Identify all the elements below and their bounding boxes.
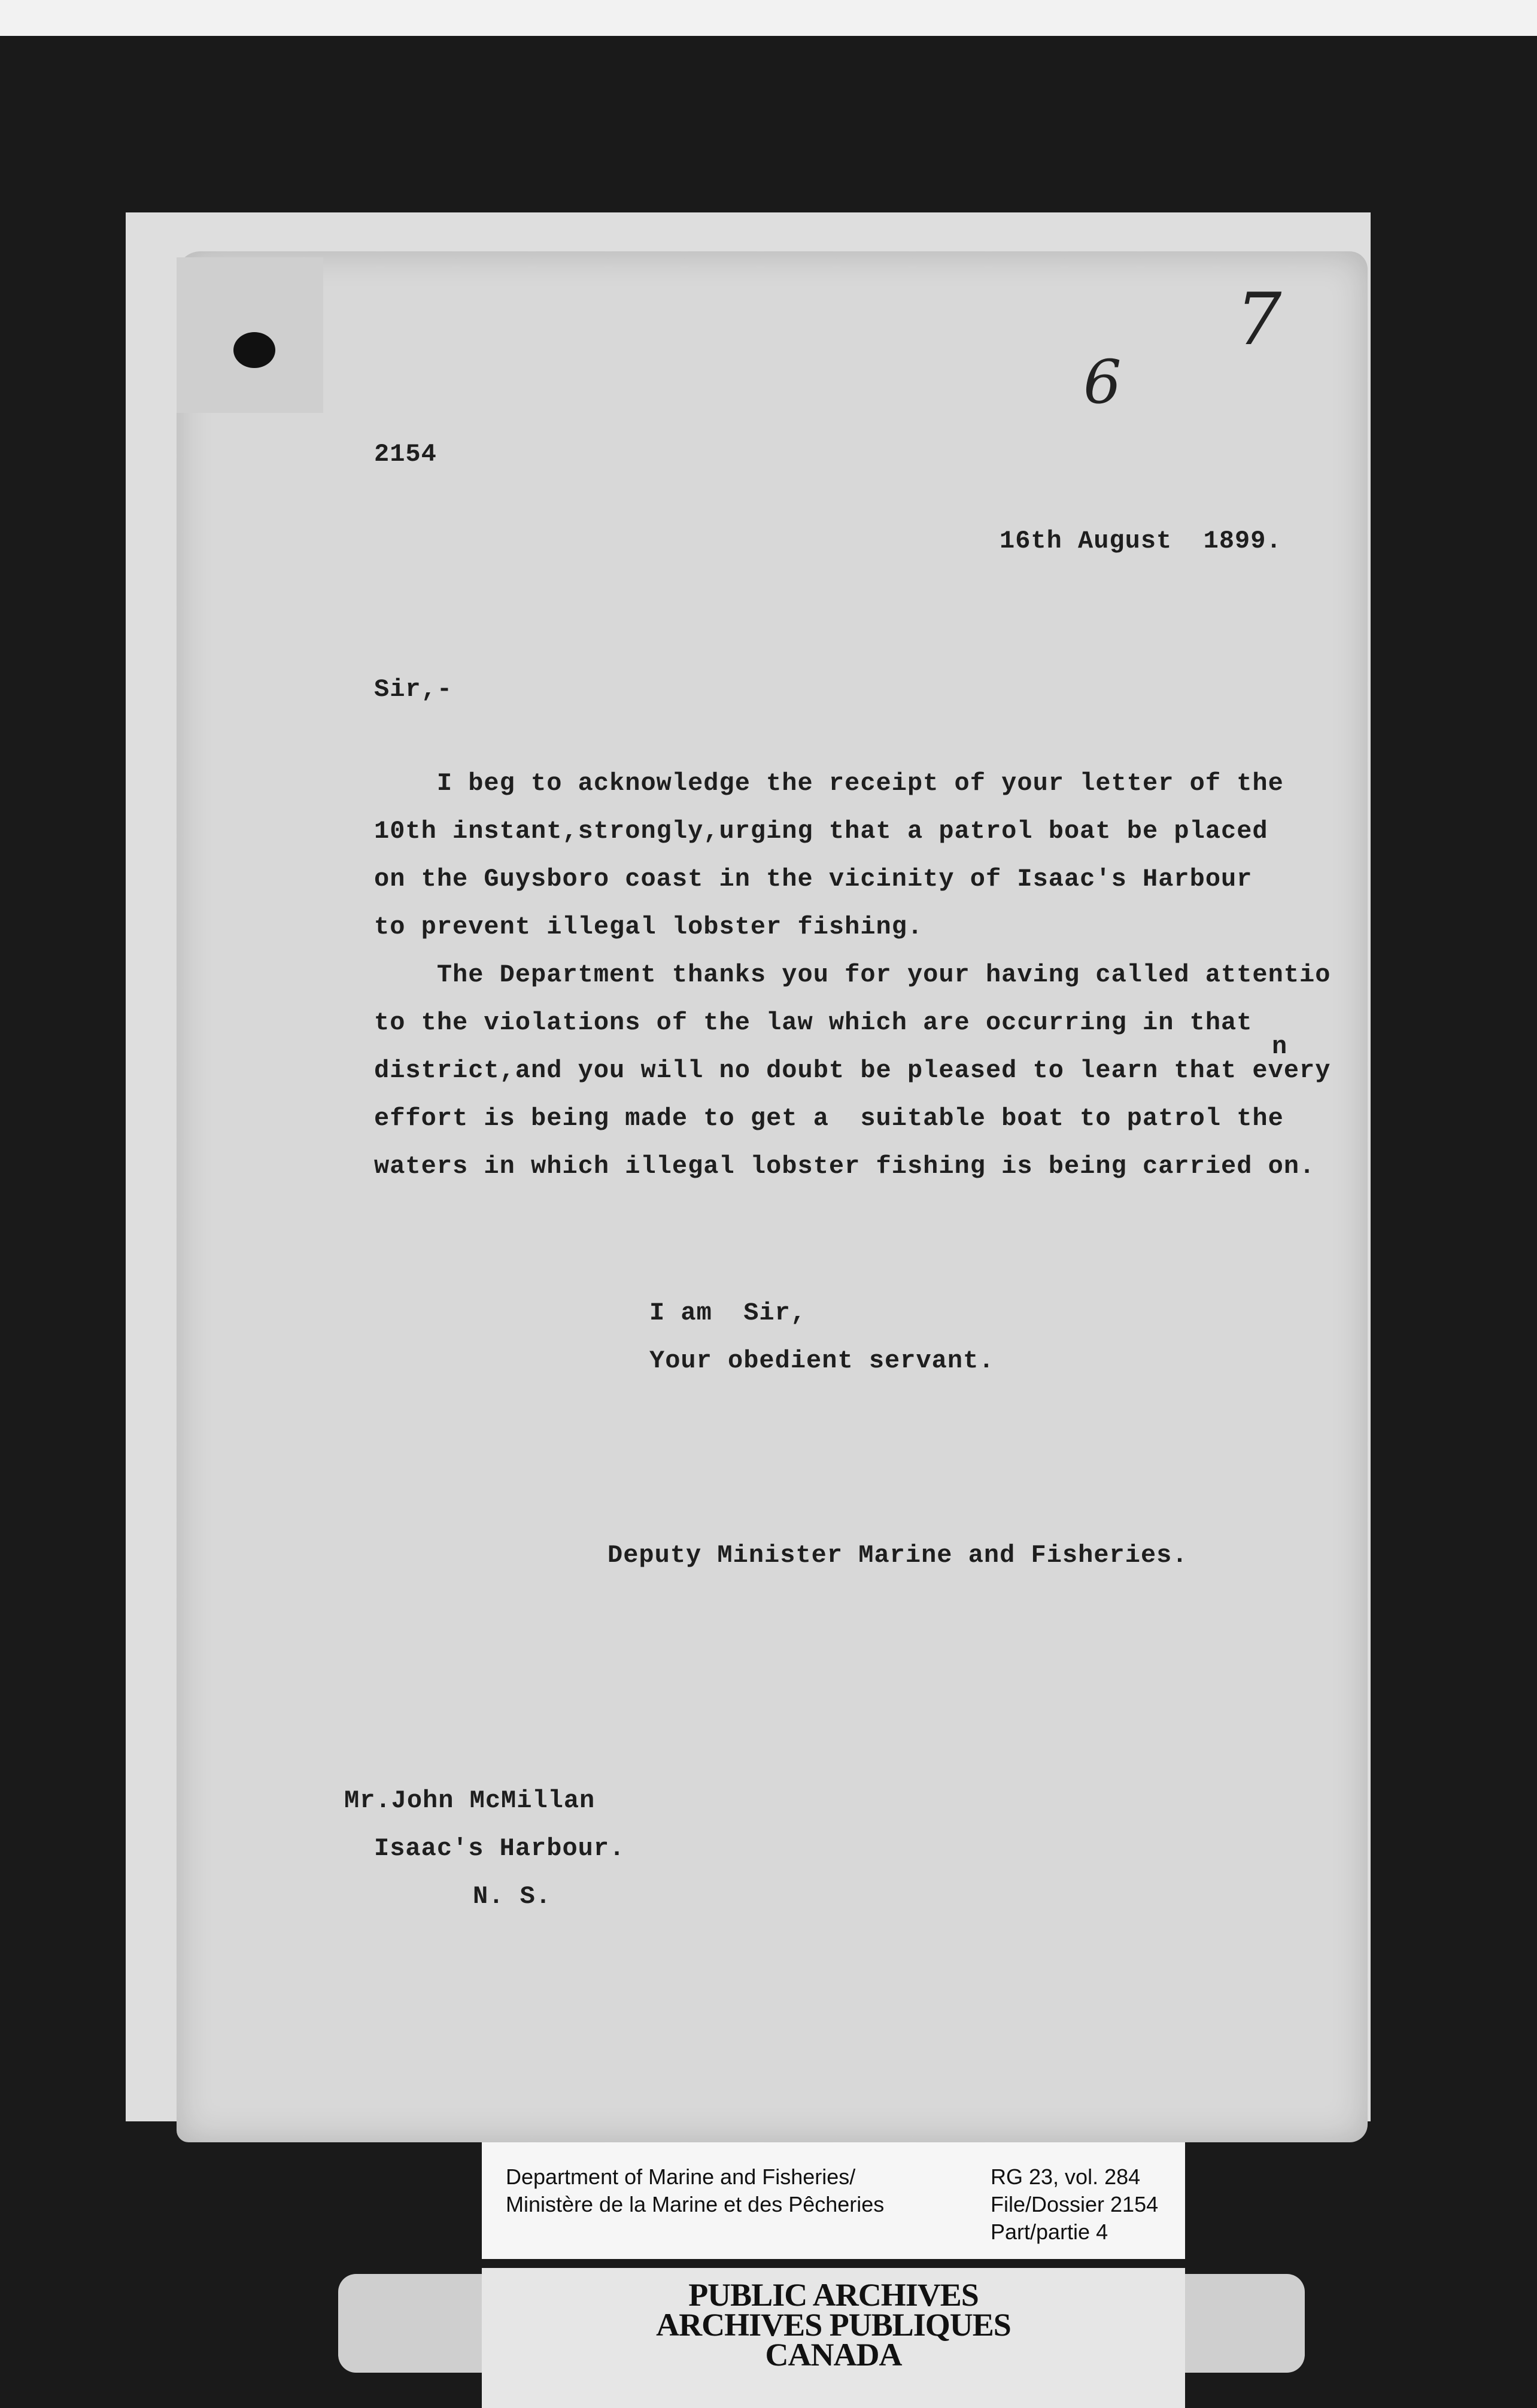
file-reference-number: 2154 bbox=[374, 440, 437, 469]
archive-label-line: Department of Marine and Fisheries/ bbox=[506, 2164, 856, 2189]
body-line: to the violations of the law which are occurring in that bbox=[374, 1008, 1253, 1037]
archive-label-line: File/Dossier 2154 bbox=[991, 2192, 1159, 2217]
addressee-province: N. S. bbox=[473, 1882, 552, 1911]
archive-stamp-line: CANADA bbox=[765, 2337, 902, 2373]
archive-stamp bbox=[482, 2268, 1185, 2408]
body-line: effort is being made to get a suitable boat to patrol the bbox=[374, 1104, 1284, 1133]
closing-line: Your obedient servant. bbox=[649, 1346, 995, 1375]
body-line: on the Guysboro coast in the vicinity of Isaac's Harbour bbox=[374, 865, 1253, 893]
body-line: to prevent illegal lobster fishing. bbox=[374, 913, 924, 941]
salutation: Sir,- bbox=[374, 675, 453, 704]
body-line: district,and you will no doubt be pleased to learn that every bbox=[374, 1056, 1331, 1085]
closing-line: I am Sir, bbox=[649, 1299, 807, 1327]
body-line: waters in which illegal lobster fishing is being carried on. bbox=[374, 1152, 1316, 1181]
archive-label bbox=[482, 2142, 1185, 2259]
archive-label-line: Part/partie 4 bbox=[991, 2220, 1108, 2244]
archive-label-line: RG 23, vol. 284 bbox=[991, 2164, 1141, 2189]
addressee-town: Isaac's Harbour. bbox=[374, 1834, 625, 1863]
addressee-name: Mr.John McMillan bbox=[344, 1786, 596, 1815]
scan-top-strip bbox=[0, 0, 1537, 36]
handwritten-page-number: 7 bbox=[1236, 278, 1282, 361]
archive-label-line: Ministère de la Marine et des Pêcheries bbox=[506, 2192, 885, 2217]
margin-letter: n bbox=[1272, 1032, 1288, 1061]
punch-hole bbox=[233, 332, 275, 368]
archive-stamp-line: ARCHIVES PUBLIQUES bbox=[656, 2307, 1011, 2343]
archive-label-department bbox=[506, 2163, 884, 2218]
body-line: The Department thanks you for your having called attentio bbox=[374, 960, 1331, 989]
handwritten-secondary-number: 6 bbox=[1083, 347, 1122, 417]
body-line: I beg to acknowledge the receipt of your letter of the bbox=[374, 769, 1284, 798]
letter-date: 16th August 1899. bbox=[1000, 527, 1282, 555]
body-line: 10th instant,strongly,urging that a patrol boat be placed bbox=[374, 817, 1268, 846]
archive-label-reference bbox=[991, 2163, 1158, 2246]
signature-line: Deputy Minister Marine and Fisheries. bbox=[607, 1541, 1188, 1570]
archive-stamp-line: PUBLIC ARCHIVES bbox=[688, 2277, 979, 2313]
